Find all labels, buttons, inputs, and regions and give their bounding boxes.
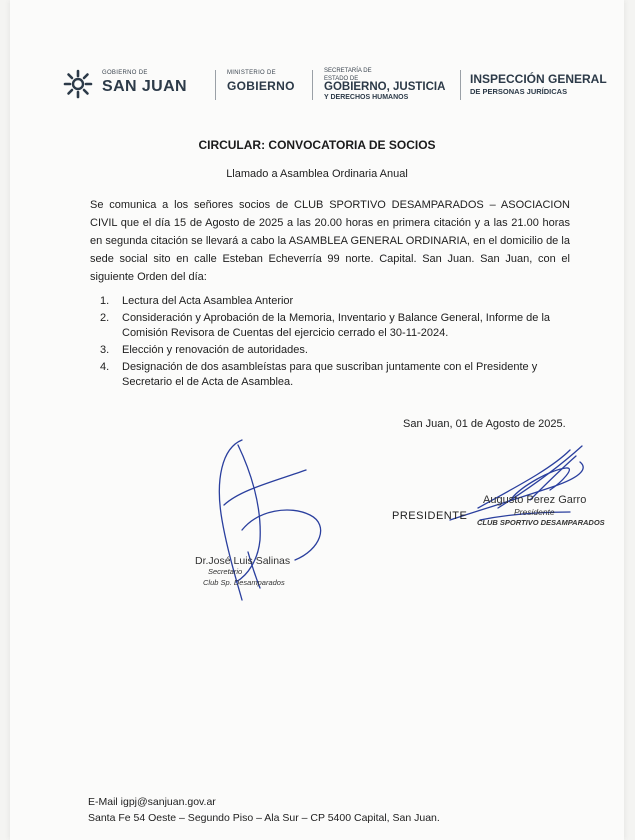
agenda-number: 1. <box>100 295 110 307</box>
agenda-text: Elección y renovación de autoridades. <box>122 344 308 356</box>
sun-emblem-icon <box>62 68 94 100</box>
body-paragraph: Se comunica a los señores socios de CLUB SPORTIVO DESAMPARADOS – ASOCIACION CIVIL que el día 15 de Agosto de 2025 a las 20.00 horas en primera citación y a las 21.00 horas en segunda citación se llevará a cabo la ASAMBLEA GENERAL ORDINARIA, en el domicilio de la sede social sito en calle Esteban Echeverría 99 norte. Capital. San Juan. San Juan, con el siguiente Orden del día: <box>90 199 570 283</box>
agenda-number: 3. <box>100 344 110 356</box>
secretaria-de-label: SECRETARÍA DE <box>324 68 372 74</box>
agenda-item <box>100 294 570 309</box>
secretaria-block <box>324 66 454 106</box>
president-role: Presidente <box>514 507 555 517</box>
header-divider <box>215 70 216 100</box>
ministerio-block <box>227 66 307 106</box>
president-name: Augusto Perez Garro <box>483 494 587 506</box>
agenda-text: Lectura del Acta Asamblea Anterior <box>122 295 294 307</box>
agenda-item <box>100 360 570 390</box>
agenda-number: 2. <box>100 312 110 324</box>
president-club-stamp: CLUB SPORTIVO DESAMPARADOS <box>477 518 605 527</box>
letterhead <box>62 66 622 106</box>
inspeccion-block <box>470 66 620 106</box>
agenda-number: 4. <box>100 361 110 373</box>
document-title: CIRCULAR: CONVOCATORIA DE SOCIOS <box>198 138 436 152</box>
secretary-club-stamp: Club Sp. Desamparados <box>203 578 285 587</box>
derechos-humanos-label: Y DERECHOS HUMANOS <box>324 94 409 101</box>
footer-email: E-Mail igpj@sanjuan.gov.ar <box>88 796 216 808</box>
secretary-signature <box>219 440 320 600</box>
ministerio-de-label: MINISTERIO DE <box>227 70 276 76</box>
agenda-text: Consideración y Aprobación de la Memoria, Inventario y Balance General, Informe de la Comisión Revisora de Cuentas del ejercicio cerrado el 30-11-2024. <box>122 312 551 339</box>
san-juan-label: SAN JUAN <box>102 78 187 95</box>
agenda-item <box>100 343 570 358</box>
personas-juridicas-label: DE PERSONAS JURÍDICAS <box>470 87 568 96</box>
gobierno-de-label: GOBIERNO DE <box>102 70 148 76</box>
secretary-role: Secretario <box>208 567 243 576</box>
secretary-name: Dr.José Luis Salinas <box>195 555 291 567</box>
estado-de-label: ESTADO DE <box>324 76 359 82</box>
agenda-list <box>100 294 570 392</box>
header-divider <box>460 70 461 100</box>
footer-address: Santa Fe 54 Oeste – Segundo Piso – Ala Sur – CP 5400 Capital, San Juan. <box>88 812 440 824</box>
document-subtitle: Llamado a Asamblea Ordinaria Anual <box>226 168 408 180</box>
agenda-text: Designación de dos asambleístas para que suscriban juntamente con el Presidente y Secretario el de Acta de Asamblea. <box>122 361 538 388</box>
gobierno-justicia-label: GOBIERNO, JUSTICIA <box>324 81 446 93</box>
header-divider <box>312 70 313 100</box>
document-page <box>10 0 624 840</box>
gobierno-label: GOBIERNO <box>227 79 295 93</box>
gobierno-san-juan-logo <box>62 66 202 106</box>
document-date: San Juan, 01 de Agosto de 2025. <box>403 418 566 430</box>
inspeccion-general-label: INSPECCIÓN GENERAL <box>470 72 607 86</box>
president-label: PRESIDENTE <box>392 510 468 522</box>
agenda-item <box>100 311 570 341</box>
